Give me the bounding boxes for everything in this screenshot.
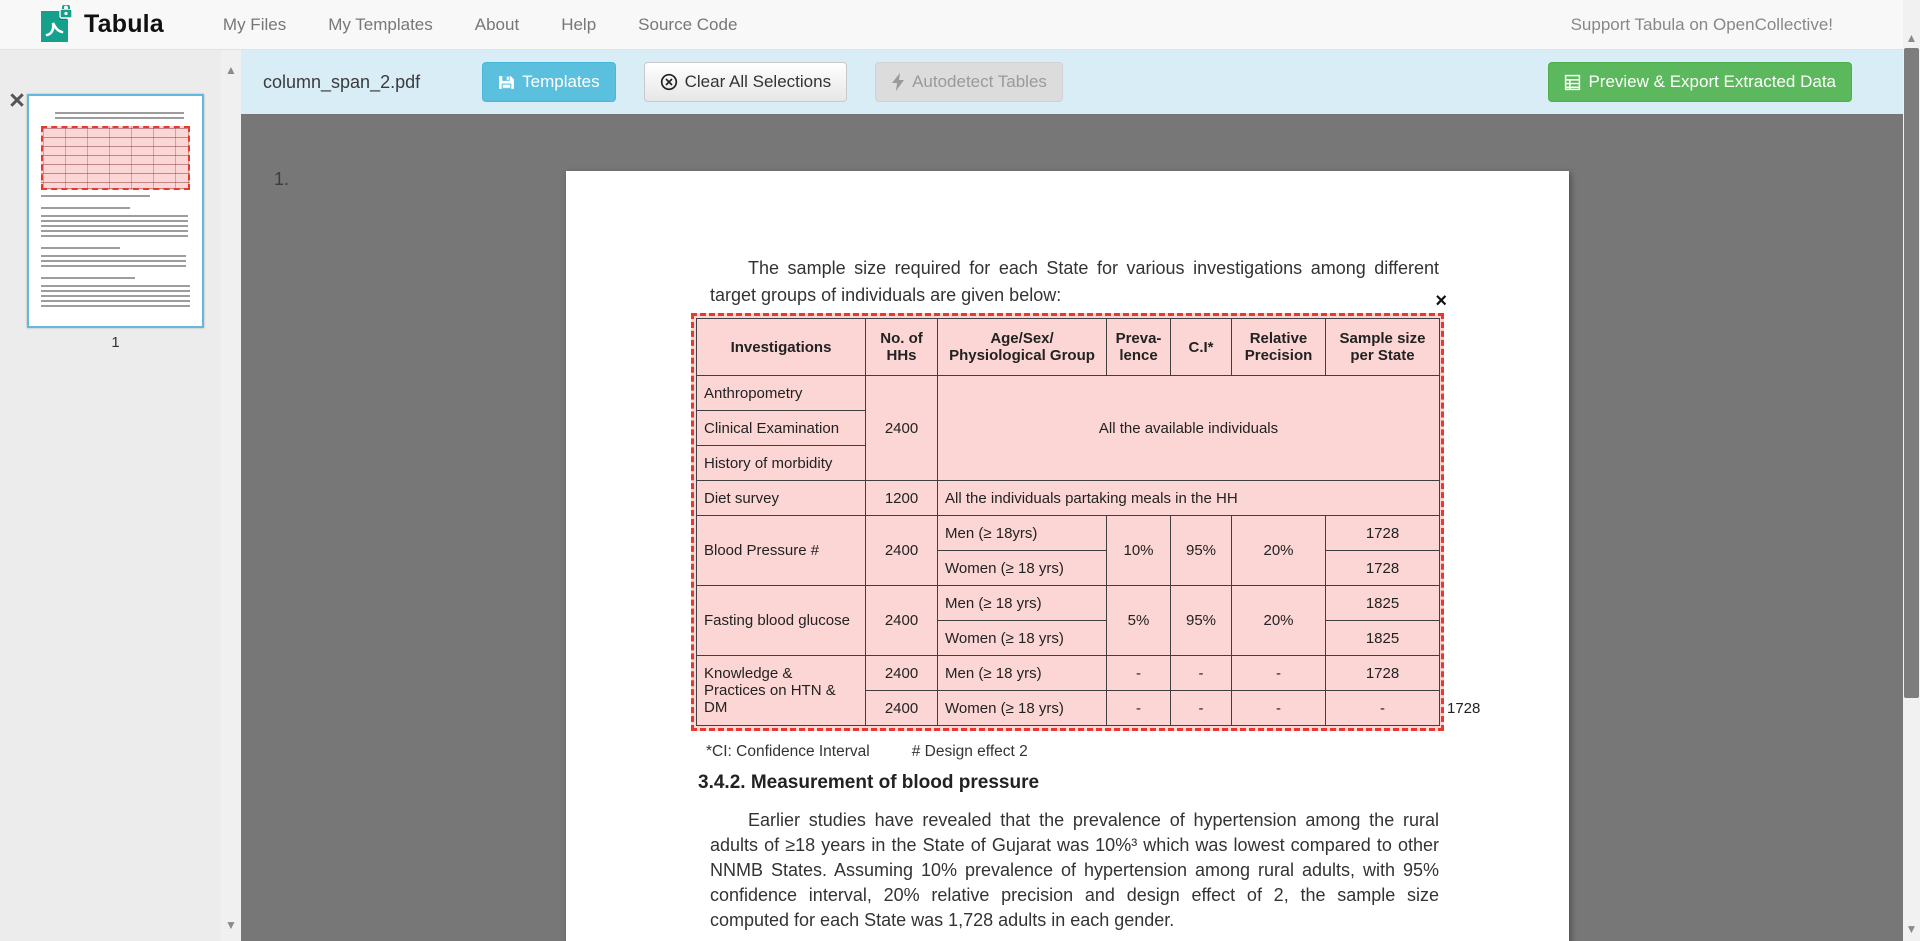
document-toolbar bbox=[241, 50, 1903, 114]
table-cell: Diet survey bbox=[697, 481, 866, 516]
export-button-label: Preview & Export Extracted Data bbox=[1588, 72, 1836, 91]
thumb-text-lines bbox=[41, 255, 186, 269]
clear-button-label: Clear All Selections bbox=[684, 72, 832, 91]
table-cell: 20% bbox=[1232, 516, 1326, 586]
nav-items bbox=[202, 1, 758, 49]
top-navbar bbox=[0, 0, 1903, 50]
lightning-bolt-icon bbox=[891, 73, 905, 91]
table-cell: 20% bbox=[1232, 586, 1326, 656]
filename-label: column_span_2.pdf bbox=[263, 71, 421, 92]
table-cell: Anthropometry bbox=[697, 376, 866, 411]
table-cell: 1728 bbox=[1326, 656, 1440, 691]
table-cell: 95% bbox=[1171, 516, 1232, 586]
table-cell: 2400 bbox=[866, 586, 938, 656]
thumbnail-page-number: 1 bbox=[111, 334, 120, 351]
nav-item-source-code[interactable]: Source Code bbox=[638, 14, 738, 34]
column-header-precision: Relative Precision bbox=[1232, 319, 1326, 376]
table-cell: 1728 bbox=[1326, 516, 1440, 551]
thumb-text-lines bbox=[41, 285, 190, 309]
nav-item-my-templates[interactable]: My Templates bbox=[328, 14, 433, 34]
table-cell: 2400 bbox=[866, 376, 938, 481]
table-cell: 2400 bbox=[866, 691, 938, 726]
table-cell: Men (≥ 18 yrs) bbox=[938, 586, 1107, 621]
table-cell: Men (≥ 18yrs) bbox=[938, 516, 1107, 551]
preview-export-button[interactable] bbox=[1548, 62, 1852, 102]
table-cell: History of morbidity bbox=[697, 446, 866, 481]
column-header-investigations: Investigations bbox=[697, 319, 866, 376]
table-cell: 1825 bbox=[1326, 586, 1440, 621]
scroll-down-icon[interactable]: ▼ bbox=[1905, 922, 1918, 936]
scroll-down-icon[interactable]: ▼ bbox=[225, 918, 237, 932]
table-cell: 95% bbox=[1171, 586, 1232, 656]
thumbnail-sidebar bbox=[0, 50, 241, 941]
extracted-table bbox=[696, 318, 1481, 726]
window-scrollbar[interactable] bbox=[1903, 0, 1920, 941]
section-heading: 3.4.2. Measurement of blood pressure bbox=[698, 772, 1040, 793]
scroll-up-icon[interactable]: ▲ bbox=[1905, 31, 1918, 45]
templates-button[interactable] bbox=[482, 62, 615, 102]
page-marker: 1. bbox=[274, 169, 290, 189]
table-cell: Fasting blood glucose bbox=[697, 586, 866, 656]
selection-close-button[interactable]: × bbox=[1435, 290, 1447, 312]
thumb-text-lines bbox=[55, 112, 184, 121]
table-row bbox=[697, 376, 1440, 411]
circle-x-icon bbox=[660, 73, 678, 91]
thumb-text-lines bbox=[41, 247, 120, 251]
column-header-prevalence: Preva-lence bbox=[1107, 319, 1171, 376]
footnote-ci: *CI: Confidence Interval bbox=[706, 743, 870, 760]
table-row bbox=[697, 656, 1440, 691]
thumb-text-lines bbox=[41, 195, 150, 199]
column-header-ci: C.I* bbox=[1171, 319, 1232, 376]
table-cell: 1825 bbox=[1326, 621, 1440, 656]
thumbnail-close-button[interactable]: × bbox=[9, 85, 25, 115]
tabula-logo-icon bbox=[38, 5, 74, 45]
table-cell: Women (≥ 18 yrs) bbox=[938, 551, 1107, 586]
table-cell: 1728 bbox=[1326, 551, 1440, 586]
scroll-up-icon[interactable]: ▲ bbox=[225, 63, 237, 77]
save-template-icon bbox=[498, 74, 515, 91]
table-cell: - bbox=[1232, 691, 1326, 726]
table-cell: All the available individuals bbox=[938, 376, 1440, 481]
table-cell: - bbox=[1107, 691, 1171, 726]
nav-item-my-files[interactable]: My Files bbox=[222, 14, 287, 34]
nav-item-about[interactable]: About bbox=[474, 14, 520, 34]
thumb-text-lines bbox=[41, 215, 188, 239]
table-cell: - bbox=[1171, 656, 1232, 691]
table-row bbox=[697, 481, 1440, 516]
table-cell: - bbox=[1326, 691, 1440, 726]
table-cell: 2400 bbox=[866, 516, 938, 586]
table-cell: - bbox=[1171, 691, 1232, 726]
body-paragraph: Earlier studies have revealed that the prevalence of hypertension among the rural adults of ≥18 years in the State of Gujarat was 10%³ which was lowest compared to other NNMB States. Assuming 10% prevalence of hypertension among rural adults, with 95% confidence interval, 20% relative precision and design effect of 2, the sample size computed for each State was 1,728 adults in each gender. bbox=[710, 810, 1439, 930]
table-cell: Men (≥ 18 yrs) bbox=[938, 656, 1107, 691]
table-footnote bbox=[706, 743, 1439, 761]
templates-button-label: Templates bbox=[522, 72, 600, 91]
table-cell: 10% bbox=[1107, 516, 1171, 586]
scrollbar-thumb[interactable] bbox=[1904, 48, 1919, 698]
pdf-workspace bbox=[241, 114, 1903, 941]
brand-title: Tabula bbox=[84, 10, 164, 38]
pdf-page[interactable] bbox=[566, 171, 1569, 941]
column-header-group: Age/Sex/ Physiological Group bbox=[938, 319, 1107, 376]
table-cell: - bbox=[1107, 656, 1171, 691]
page-thumbnail[interactable] bbox=[27, 94, 204, 328]
table-cell: 5% bbox=[1107, 586, 1171, 656]
intro-paragraph: The sample size required for each State for various investigations among different target groups of individuals are given below: bbox=[710, 258, 1439, 305]
table-cell: Knowledge & Practices on HTN & DM bbox=[697, 656, 866, 726]
nav-item-help[interactable]: Help bbox=[561, 14, 597, 34]
autodetect-button-label: Autodetect Tables bbox=[912, 72, 1047, 91]
table-row bbox=[697, 586, 1440, 621]
table-cell: 2400 bbox=[866, 656, 938, 691]
thumb-text-lines bbox=[41, 277, 135, 281]
table-cell: Women (≥ 18 yrs) bbox=[938, 691, 1107, 726]
table-cell: Blood Pressure # bbox=[697, 516, 866, 586]
sidebar-scrollbar[interactable] bbox=[221, 50, 241, 941]
table-export-icon bbox=[1564, 74, 1581, 91]
table-cell: All the individuals partaking meals in the HH bbox=[938, 481, 1440, 516]
autodetect-tables-button[interactable] bbox=[875, 62, 1063, 102]
table-cell: 1200 bbox=[866, 481, 938, 516]
thumb-selection-region bbox=[41, 126, 190, 190]
table-header-row bbox=[697, 319, 1440, 376]
clear-all-selections-button[interactable] bbox=[644, 62, 847, 102]
table-row: 2400 Women (≥ 18 yrs) - - - - 1728 bbox=[697, 691, 1440, 726]
table-row bbox=[697, 516, 1440, 551]
footnote-design-effect: # Design effect 2 bbox=[911, 743, 1028, 760]
column-header-sample: Sample size per State bbox=[1326, 319, 1440, 376]
thumb-text-lines bbox=[41, 207, 130, 211]
table-cell: - bbox=[1232, 656, 1326, 691]
support-link[interactable]: Support Tabula on OpenCollective! bbox=[1570, 14, 1833, 34]
brand[interactable] bbox=[38, 5, 164, 45]
table-cell: Clinical Examination bbox=[697, 411, 866, 446]
table-selection-region[interactable] bbox=[691, 290, 1481, 731]
table-cell: Women (≥ 18 yrs) bbox=[938, 621, 1107, 656]
column-header-hhs: No. of HHs bbox=[866, 319, 938, 376]
